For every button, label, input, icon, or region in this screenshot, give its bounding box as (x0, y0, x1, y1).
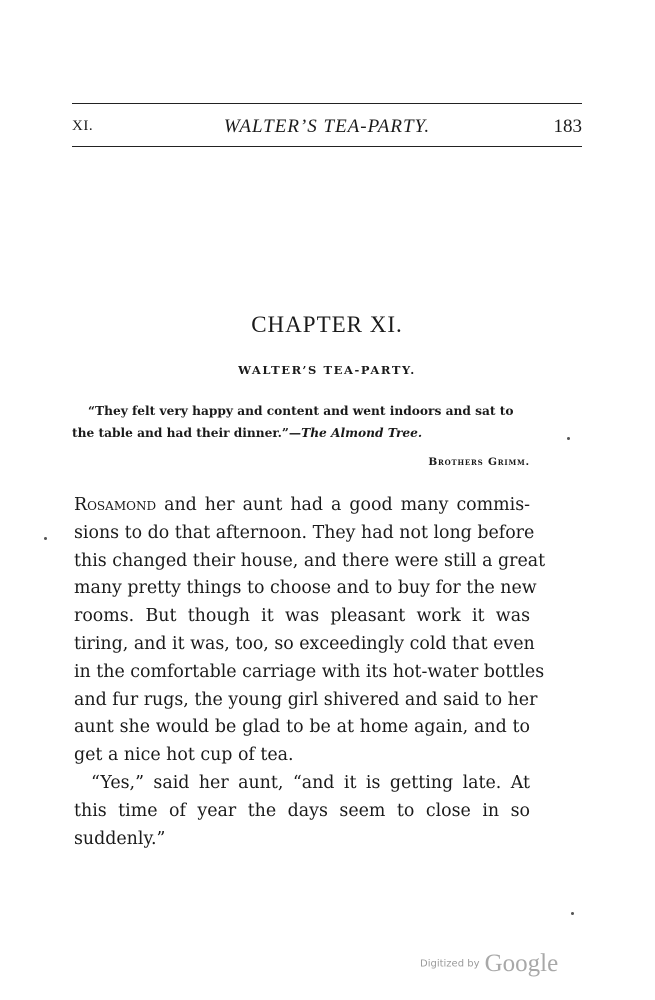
page-number: 183 (553, 116, 582, 137)
text-line-content: and her aunt had a good many commis- (156, 495, 530, 515)
epigraph-attribution (380, 456, 530, 468)
google-logo: Google (484, 950, 559, 977)
epigraph (72, 400, 530, 444)
scan-speck (571, 912, 574, 915)
text-line: this time of year the days seem to close in so (74, 800, 530, 821)
text-line: and fur rugs, the young girl shivered and said to her (74, 689, 538, 710)
text-line (74, 492, 530, 520)
running-head (72, 118, 582, 142)
scan-speck (567, 437, 570, 440)
text-line: “Yes,” said her aunt, “and it is getting late. At (91, 772, 530, 793)
watermark-prefix: Digitized by (420, 958, 480, 970)
running-head-chapter: XI. (72, 118, 94, 134)
text-line: tiring, and it was, too, so exceedingly cold that even (74, 633, 535, 654)
paragraph-lead-word: Rosamond (74, 495, 157, 515)
epigraph-work-title: The Almond Tree. (301, 426, 423, 440)
chapter-heading: CHAPTER XI. (251, 312, 403, 337)
epigraph-line-2-text: the table and had their dinner.”— (72, 426, 302, 440)
epigraph-line-1: “They felt very happy and content and went indoors and sat to (88, 404, 514, 418)
header-rule-top (72, 103, 582, 104)
text-line: many pretty things to choose and to buy for the new (74, 578, 537, 599)
text-line: suddenly.” (74, 828, 166, 849)
text-line: get a nice hot cup of tea. (74, 745, 294, 766)
chapter-subtitle: WALTER’S TEA-PARTY. (238, 363, 416, 377)
epigraph-line-2 (72, 422, 530, 444)
text-line: rooms. But though it was pleasant work it was (74, 606, 530, 627)
body-text (74, 492, 546, 853)
text-line: this changed their house, and there were still a great (74, 550, 546, 571)
paragraph-2 (74, 770, 530, 853)
scan-speck (44, 537, 47, 540)
header-rule-bottom (72, 146, 582, 147)
epigraph-attribution-text: Brothers Grimm. (428, 456, 530, 468)
text-line: sions to do that afternoon. They had not long before (74, 522, 535, 543)
paragraph-1 (74, 492, 546, 770)
text-line: aunt she would be glad to be at home again, and to (74, 717, 530, 738)
text-line: in the comfortable carriage with its hot-water bottles (74, 661, 545, 682)
digitized-watermark (420, 950, 558, 978)
running-head-title: WALTER’S TEA-PARTY. (223, 116, 431, 137)
